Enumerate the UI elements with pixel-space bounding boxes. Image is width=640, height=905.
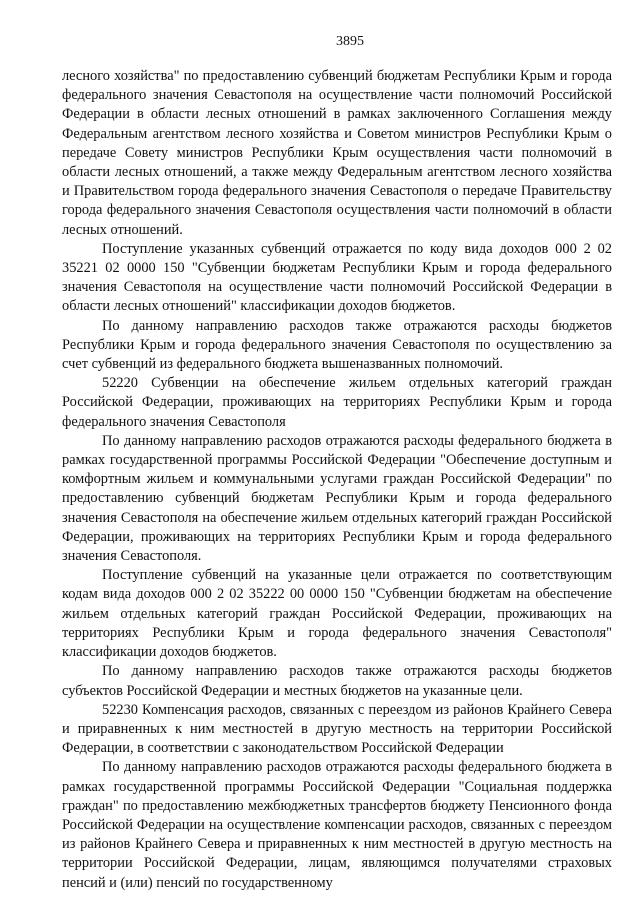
document-body <box>62 67 612 893</box>
paragraph: лесного хозяйства" по предоставлению субвенций бюджетам Республики Крым и города федерального значения Севастополя на осуществление части полномочий Российской Федерации в области лесных отношений в рамках заключенного Соглашения между Федеральным агентством лесного хозяйства и Советом министров Республики Крым о передаче Совету министров Республики Крым осуществления части полномочий в области лесных отношений, а также между Федеральным агентством лесного хозяйства и Правительством города федерального значения Севастополя о передаче Правительству города федерального значения Севастополя осуществления части полномочий в области лесных отношений. <box>62 68 612 238</box>
page-number: 3895 <box>336 34 364 49</box>
paragraph: Поступление субвенций на указанные цели отражается по соответствующим кодам вида доходов 000 2 02 35222 00 0000 150 "Субвенции бюджетам на обеспечение жильем отдельных категорий граждан Российской Федерации, проживающих на территориях Республики Крым и города федерального значения Севастополя" классификации доходов бюджетов. <box>62 567 612 661</box>
paragraph: По данному направлению расходов отражаются расходы федерального бюджета в рамках государственной программы Российской Федерации "Обеспечение доступным и комфортным жильем и коммунальными услугами граждан Российской Федерации" по предоставлению субвенций бюджетам Республики Крым и города федерального значения Севастополя на обеспечение жильем отдельных категорий граждан Российской Федерации, проживающих на территориях Республики Крым и города федерального значения Севастополя. <box>62 432 612 565</box>
paragraph: 52230 Компенсация расходов, связанных с переездом из районов Крайнего Севера и приравненных к ним местностей в другую местность на территории Российской Федерации, в соответствии с законодательством Российской Федерации <box>62 701 612 757</box>
paragraph: Поступление указанных субвенций отражается по коду вида доходов 000 2 02 35221 02 0000 150 "Субвенции бюджетам Республики Крым и города федерального значения Севастополя на осуществление части полномочий Российской Федерации в области лесных отношений" классификации доходов бюджетов. <box>62 240 612 315</box>
paragraph: По данному направлению расходов также отражаются расходы бюджетов Республики Крым и города федерального значения Севастополя по осуществлению за счет субвенций из федерального бюджета вышеназванных полномочий. <box>62 317 612 373</box>
paragraph: По данному направлению расходов отражаются расходы федерального бюджета в рамках государственной программы Российской Федерации "Социальная поддержка граждан" по предоставлению межбюджетных трансфертов бюджету Пенсионного фонда Российской Федерации на осуществление компенсации расходов, связанных с переездом из районов Крайнего Севера и приравненных к ним местностей в другую местность на территории Российской Федерации, лицам, являющимся получателями страховых пенсий и (или) пенсий по государственному <box>62 759 612 891</box>
paragraph: 52220 Субвенции на обеспечение жильем отдельных категорий граждан Российской Федерации, проживающих на территориях Республики Крым и города федерального значения Севастополя <box>62 375 612 430</box>
paragraph: По данному направлению расходов также отражаются расходы бюджетов субъектов Российской Федерации и местных бюджетов на указанные цели. <box>62 663 612 699</box>
